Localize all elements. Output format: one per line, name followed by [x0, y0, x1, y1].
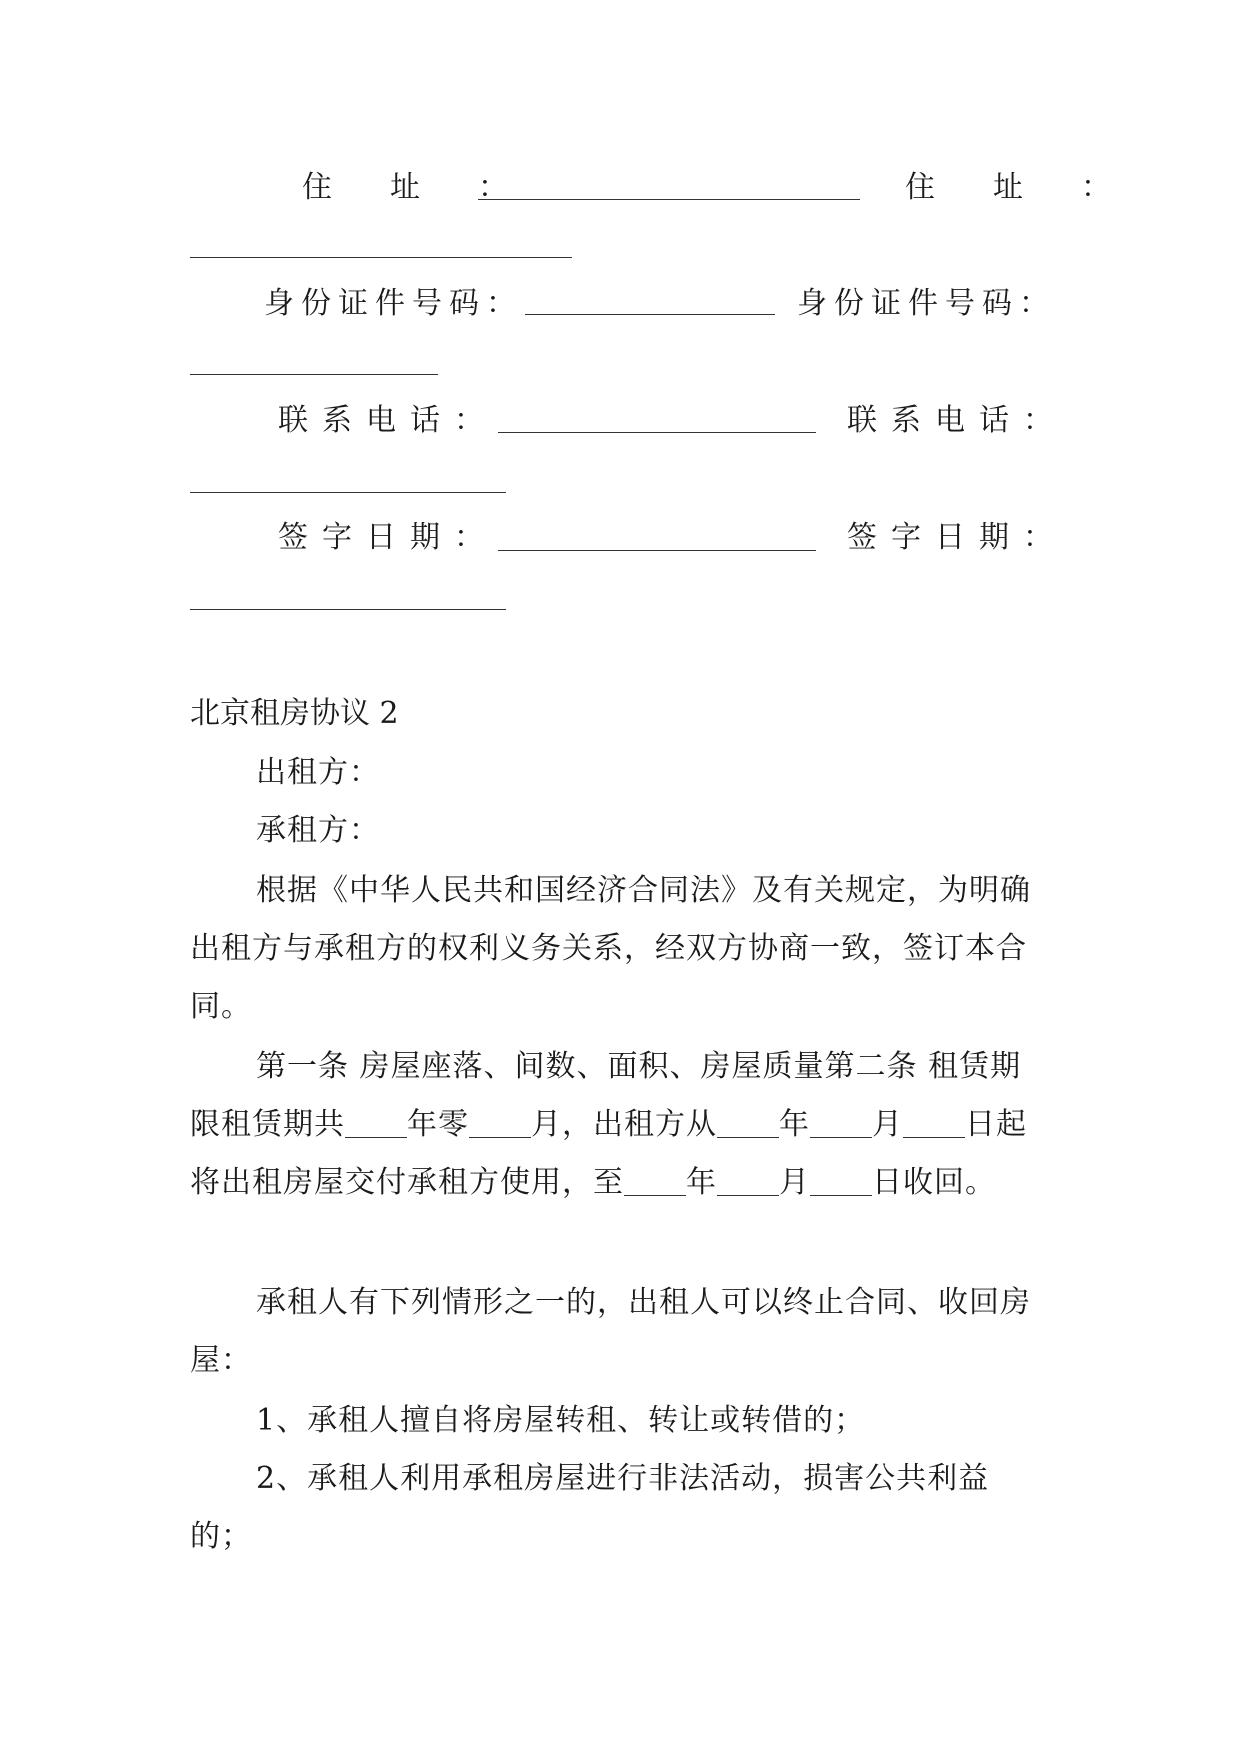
article-text: 月	[779, 1165, 810, 1200]
blank-start-day	[903, 1107, 965, 1138]
address-line-right	[190, 257, 572, 258]
address-label-left: 住 址 ：	[302, 170, 522, 205]
termination-item-1: 1、承租人擅自将房屋转租、转让或转借的；	[256, 1403, 866, 1438]
article-text: 年	[686, 1165, 717, 1200]
id-line-left	[525, 314, 775, 315]
date-label-left: 签字日期：	[278, 520, 498, 555]
article-text: 年零	[407, 1107, 469, 1142]
blank-end-year	[624, 1165, 686, 1196]
blank-end-month	[717, 1165, 779, 1196]
intro-paragraph: 根据《中华人民共和国经济合同法》及有关规定，为明确出租方与承租方的权利义务关系，经双方协商一致，签订本合同。	[190, 873, 1031, 1024]
blank-years	[345, 1107, 407, 1138]
id-line-right	[190, 374, 438, 375]
blank-start-year	[717, 1107, 779, 1138]
article-1-paragraph	[190, 1038, 1050, 1212]
phone-line-left	[498, 432, 816, 433]
article-text: 月	[872, 1107, 903, 1142]
address-label-right: 住 址 ：	[905, 170, 1125, 205]
article-text: 月，出租方从	[531, 1107, 717, 1142]
blank-end-day	[810, 1165, 872, 1196]
termination-intro: 承租人有下列情形之一的，出租人可以终止合同、收回房屋：	[190, 1285, 1031, 1378]
blank-start-month	[810, 1107, 872, 1138]
phone-line-right	[190, 492, 506, 493]
date-label-right: 签字日期：	[847, 520, 1067, 555]
article-text: 日起将出租房屋交付承租方使用，至	[190, 1107, 1027, 1200]
id-label-right: 身份证件号码：	[797, 286, 1056, 321]
date-line-left	[498, 550, 816, 551]
lessor-line: 出租方：	[256, 755, 380, 790]
address-line-left	[478, 199, 860, 200]
phone-label-right: 联系电话：	[847, 403, 1067, 438]
blank-months	[469, 1107, 531, 1138]
agreement-title: 北京租房协议 2	[190, 696, 399, 731]
date-line-right	[190, 609, 506, 610]
article-text: 年	[779, 1107, 810, 1142]
id-label-left: 身份证件号码：	[264, 286, 523, 321]
article-text: 第一条 房屋座落、间数、面积、房屋质量第二条 租赁期限租赁期共	[190, 1049, 1022, 1142]
article-text: 日收回。	[872, 1165, 996, 1200]
phone-label-left: 联系电话：	[278, 403, 498, 438]
lessee-line: 承租方：	[256, 813, 380, 848]
termination-item-2: 2、承租人利用承租房屋进行非法活动，损害公共利益的；	[190, 1461, 990, 1554]
